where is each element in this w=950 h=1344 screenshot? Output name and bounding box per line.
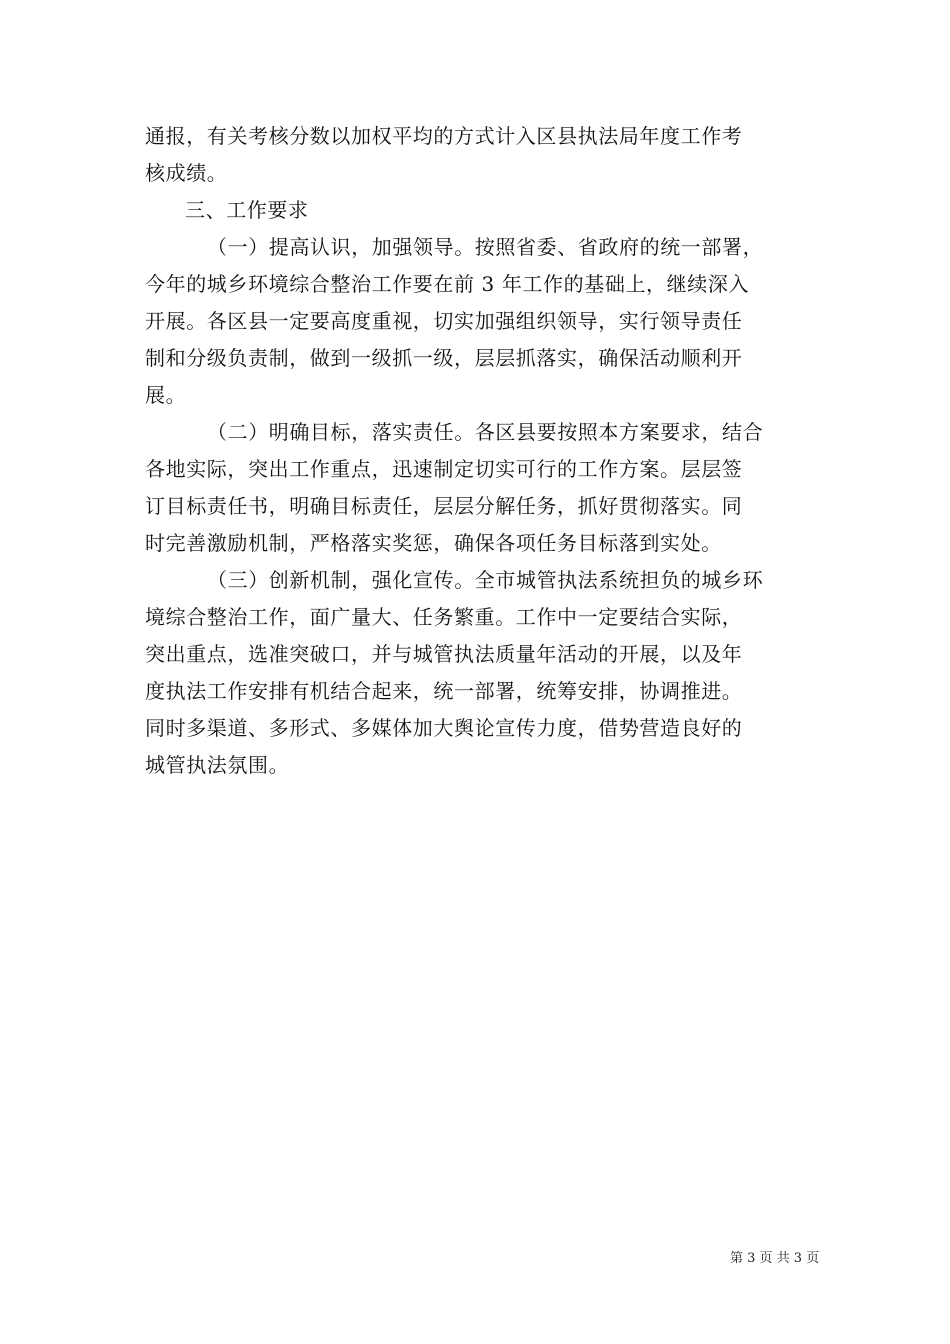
section-heading — [145, 192, 810, 229]
text-line: （二）明确目标，落实责任。各区县要按照本方案要求，结合 — [207, 420, 764, 444]
text-line: 城管执法氛围。 — [145, 753, 290, 777]
text-line: 通报，有关考核分数以加权平均的方式计入区县执法局年度工作考 — [145, 124, 743, 148]
text-line: 制和分级负责制，做到一级抓一级，层层抓落实，确保活动顺利开 — [145, 346, 743, 370]
section-heading-text: 三、工作要求 — [185, 198, 309, 222]
text-line: 订目标责任书，明确目标责任，层层分解任务，抓好贯彻落实。同 — [145, 494, 743, 518]
text-line: 今年的城乡环境综合整治工作要在前 3 年工作的基础上，继续深入 — [145, 272, 750, 296]
text-line: 境综合整治工作，面广量大、任务繁重。工作中一定要结合实际， — [145, 605, 743, 629]
text-line: 开展。各区县一定要高度重视，切实加强组织领导，实行领导责任 — [145, 309, 743, 333]
paragraph-continued — [145, 118, 810, 192]
paragraph — [145, 562, 810, 784]
text-line: 度执法工作安排有机结合起来，统一部署，统筹安排，协调推进。 — [145, 679, 743, 703]
text-line: （一）提高认识，加强领导。按照省委、省政府的统一部署， — [207, 235, 764, 259]
paragraph — [145, 414, 810, 562]
text-line: 突出重点，选准突破口，并与城管执法质量年活动的开展，以及年 — [145, 642, 743, 666]
text-line: （三）创新机制，强化宣传。全市城管执法系统担负的城乡环 — [207, 568, 764, 592]
text-line: 各地实际，突出工作重点，迅速制定切实可行的工作方案。层层签 — [145, 457, 743, 481]
text-line: 同时多渠道、多形式、多媒体加大舆论宣传力度，借势营造良好的 — [145, 716, 743, 740]
document-body — [145, 118, 810, 784]
text-line: 时完善激励机制，严格落实奖惩，确保各项任务目标落到实处。 — [145, 531, 722, 555]
text-line: 展。 — [145, 383, 187, 407]
page-number: 第 3 页 共 3 页 — [730, 1251, 820, 1266]
text-line: 核成绩。 — [145, 161, 228, 185]
paragraph — [145, 229, 810, 414]
